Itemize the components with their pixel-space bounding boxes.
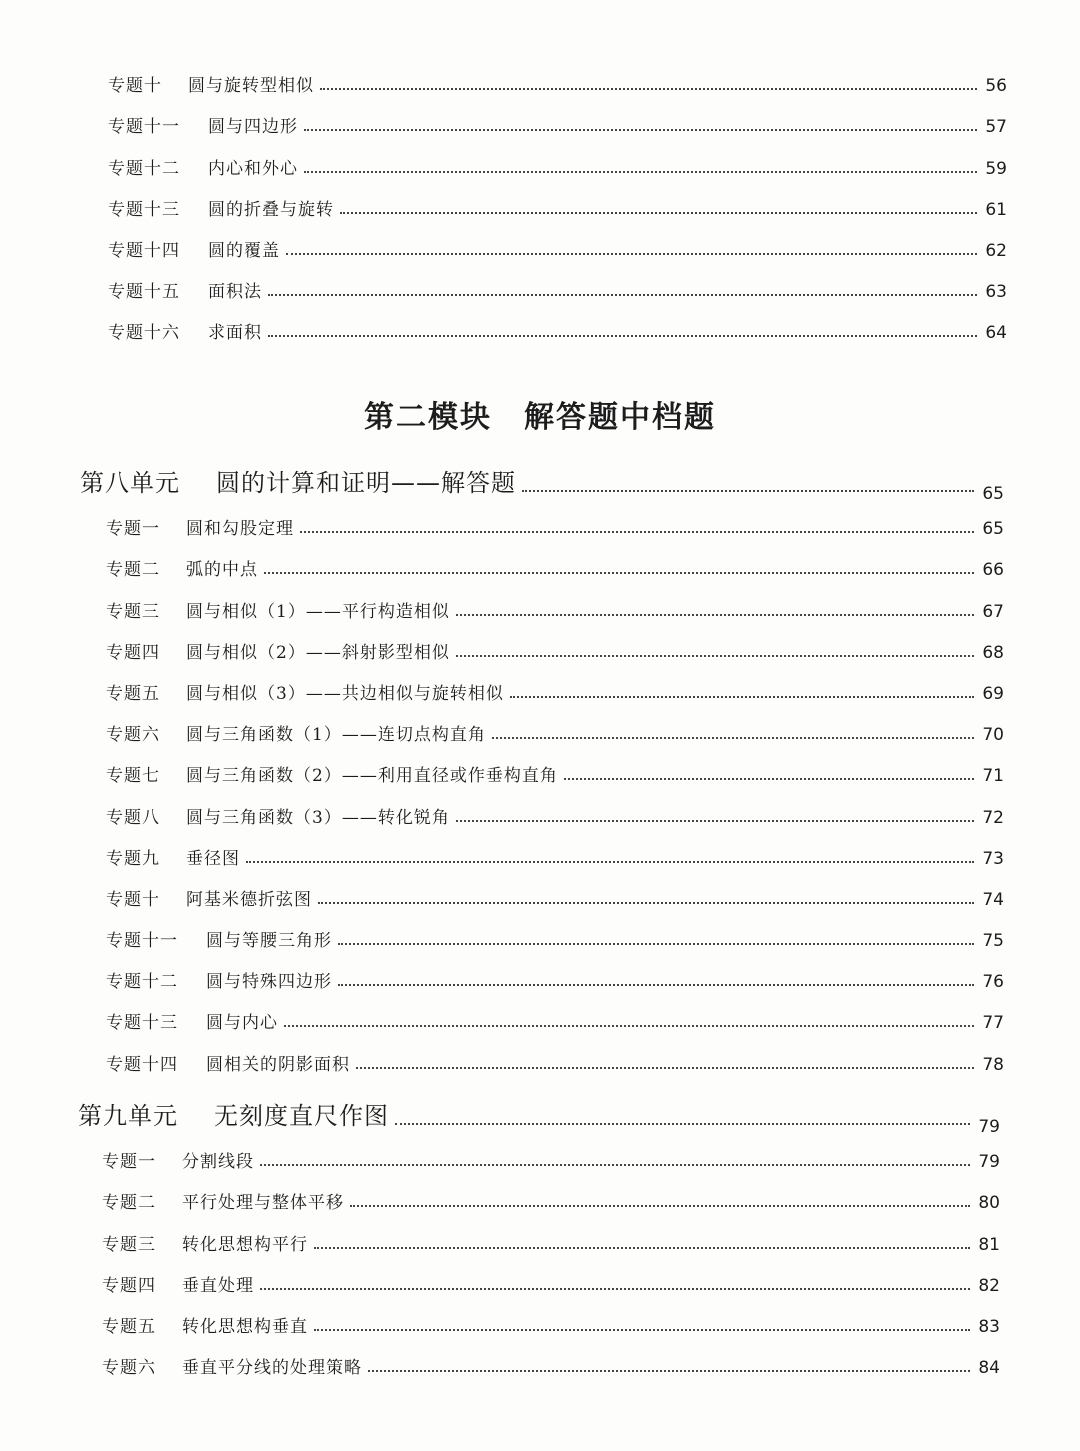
- page-number: 82: [978, 1275, 1000, 1296]
- dot-leader: [260, 1164, 970, 1166]
- toc-entry[interactable]: [0, 498, 1080, 539]
- topic-label: 专题一: [102, 1152, 156, 1173]
- page-number: 81: [978, 1234, 1000, 1255]
- toc-entry[interactable]: [0, 179, 1080, 220]
- toc-entry[interactable]: [0, 992, 1080, 1033]
- topic-label: 专题十五: [108, 282, 180, 303]
- dot-leader: [368, 1370, 970, 1372]
- unit-label: 第九单元: [78, 1102, 178, 1130]
- topic-label: 专题六: [102, 1358, 156, 1379]
- topic-title: 圆与三角函数（2）——利用直径或作垂构直角: [186, 766, 558, 787]
- topic-title: 圆与相似（3）——共边相似与旋转相似: [186, 683, 504, 704]
- topic-label: 专题十六: [108, 323, 180, 344]
- topic-label: 专题四: [106, 642, 160, 663]
- topic-title: 阿基米德折弦图: [186, 889, 312, 910]
- topic-label: 专题三: [106, 601, 160, 622]
- toc-entry[interactable]: [0, 1296, 1080, 1337]
- page-number: 67: [982, 601, 1004, 622]
- page-number: 62: [985, 240, 1007, 261]
- page-number: 73: [982, 848, 1004, 869]
- topic-label: 专题十二: [108, 158, 180, 179]
- topic-title: 垂直处理: [182, 1275, 254, 1296]
- page-number: 65: [982, 484, 1004, 504]
- topic-label: 专题十: [108, 76, 162, 97]
- page-number: 79: [978, 1117, 1000, 1137]
- dot-leader: [300, 531, 974, 533]
- dot-leader: [320, 88, 977, 90]
- topic-title: 圆与内心: [206, 1013, 278, 1034]
- toc-entry[interactable]: [0, 1337, 1080, 1378]
- topic-label: 专题三: [102, 1234, 156, 1255]
- topic-label: 专题八: [106, 807, 160, 828]
- dot-leader: [304, 129, 977, 131]
- dot-leader: [286, 253, 977, 255]
- topic-label: 专题十二: [106, 972, 178, 993]
- dot-leader: [395, 1123, 970, 1125]
- dot-leader: [246, 861, 974, 863]
- toc-entry[interactable]: [0, 539, 1080, 580]
- toc-entry[interactable]: [0, 1033, 1080, 1074]
- topic-label: 专题二: [106, 560, 160, 581]
- page-number: 80: [978, 1193, 1000, 1214]
- topic-title: 圆的折叠与旋转: [208, 199, 334, 220]
- toc-entry[interactable]: [0, 828, 1080, 869]
- dot-leader: [456, 614, 974, 616]
- dot-leader: [456, 820, 974, 822]
- topic-title: 圆的覆盖: [208, 240, 280, 261]
- topic-label: 专题十四: [106, 1054, 178, 1075]
- topic-label: 专题十一: [106, 931, 178, 952]
- topic-title: 圆与三角函数（1）——连切点构直角: [186, 725, 486, 746]
- toc-entry[interactable]: [0, 745, 1080, 786]
- dot-leader: [356, 1067, 974, 1069]
- topic-label: 专题十三: [106, 1013, 178, 1034]
- unit-entry[interactable]: [0, 450, 1080, 504]
- topic-title: 求面积: [208, 323, 262, 344]
- toc-entry[interactable]: [0, 951, 1080, 992]
- page-number: 64: [985, 323, 1007, 344]
- toc-section-unit-9: [0, 1083, 1080, 1378]
- page-number: 83: [978, 1316, 1000, 1337]
- unit-title: 无刻度直尺作图: [214, 1102, 389, 1130]
- topic-title: 圆与相似（2）——斜射影型相似: [186, 642, 450, 663]
- toc-entry[interactable]: [0, 55, 1080, 96]
- dot-leader: [318, 902, 974, 904]
- page-number: 72: [982, 807, 1004, 828]
- dot-leader: [338, 984, 974, 986]
- topic-label: 专题十: [106, 889, 160, 910]
- page-number: 56: [985, 76, 1007, 97]
- dot-leader: [510, 696, 974, 698]
- dot-leader: [314, 1247, 970, 1249]
- page-number: 79: [978, 1152, 1000, 1173]
- topic-title: 圆与等腰三角形: [206, 931, 332, 952]
- topic-label: 专题五: [106, 683, 160, 704]
- dot-leader: [264, 572, 974, 574]
- topic-title: 弧的中点: [186, 560, 258, 581]
- page-number: 70: [982, 725, 1004, 746]
- toc-entry[interactable]: [0, 663, 1080, 704]
- topic-title: 分割线段: [182, 1152, 254, 1173]
- dot-leader: [350, 1205, 970, 1207]
- toc-entry[interactable]: [0, 261, 1080, 302]
- dot-leader: [284, 1025, 974, 1027]
- topic-title: 内心和外心: [208, 158, 298, 179]
- page-number: 78: [982, 1054, 1004, 1075]
- toc-entry[interactable]: [0, 1172, 1080, 1213]
- dot-leader: [338, 943, 974, 945]
- toc-entry[interactable]: [0, 1131, 1080, 1172]
- page-number: 77: [982, 1013, 1004, 1034]
- toc-entry[interactable]: [0, 704, 1080, 745]
- toc-entry[interactable]: [0, 96, 1080, 137]
- dot-leader: [456, 655, 974, 657]
- unit-entry[interactable]: [0, 1083, 1080, 1137]
- toc-entry[interactable]: [0, 1213, 1080, 1254]
- topic-label: 专题七: [106, 766, 160, 787]
- toc-entry[interactable]: [0, 1255, 1080, 1296]
- topic-title: 圆与三角函数（3）——转化锐角: [186, 807, 450, 828]
- topic-title: 垂直平分线的处理策略: [182, 1358, 362, 1379]
- unit-title: 圆的计算和证明——解答题: [216, 469, 516, 497]
- topic-title: 转化思想构垂直: [182, 1316, 308, 1337]
- topic-title: 垂径图: [186, 848, 240, 869]
- toc-entry[interactable]: [0, 869, 1080, 910]
- topic-label: 专题十三: [108, 199, 180, 220]
- page-number: 74: [982, 889, 1004, 910]
- page-number: 68: [982, 642, 1004, 663]
- page-number: 63: [985, 282, 1007, 303]
- toc-entry[interactable]: [0, 622, 1080, 663]
- page-number: 76: [982, 972, 1004, 993]
- page-number: 75: [982, 931, 1004, 952]
- dot-leader: [268, 294, 977, 296]
- page-number: 61: [985, 199, 1007, 220]
- topic-label: 专题十一: [108, 117, 180, 138]
- toc-entry[interactable]: [0, 137, 1080, 178]
- topic-title: 圆与特殊四边形: [206, 972, 332, 993]
- topic-label: 专题六: [106, 725, 160, 746]
- topic-label: 专题十四: [108, 240, 180, 261]
- topic-title: 平行处理与整体平移: [182, 1193, 344, 1214]
- toc-entry[interactable]: [0, 910, 1080, 951]
- topic-label: 专题四: [102, 1275, 156, 1296]
- page-number: 57: [985, 117, 1007, 138]
- topic-title: 圆与四边形: [208, 117, 298, 138]
- toc-section-previous-unit: [0, 55, 1080, 343]
- toc-entry[interactable]: [0, 786, 1080, 827]
- topic-title: 圆和勾股定理: [186, 519, 294, 540]
- toc-section-unit-8: [0, 450, 1080, 1075]
- page-number: 65: [982, 519, 1004, 540]
- dot-leader: [268, 335, 977, 337]
- topic-title: 圆相关的阴影面积: [206, 1054, 350, 1075]
- dot-leader: [314, 1329, 970, 1331]
- dot-leader: [260, 1288, 970, 1290]
- unit-label: 第八单元: [80, 469, 180, 497]
- toc-entry[interactable]: [0, 220, 1080, 261]
- page-number: 59: [985, 158, 1007, 179]
- page-number: 69: [982, 683, 1004, 704]
- page-number: 66: [982, 560, 1004, 581]
- dot-leader: [340, 212, 977, 214]
- topic-label: 专题一: [106, 519, 160, 540]
- toc-entry[interactable]: [0, 580, 1080, 621]
- dot-leader: [492, 737, 974, 739]
- page-number: 71: [982, 766, 1004, 787]
- topic-label: 专题九: [106, 848, 160, 869]
- topic-title: 圆与旋转型相似: [188, 76, 314, 97]
- toc-entry[interactable]: [0, 302, 1080, 343]
- topic-title: 面积法: [208, 282, 262, 303]
- topic-label: 专题二: [102, 1193, 156, 1214]
- dot-leader: [304, 171, 977, 173]
- topic-title: 转化思想构平行: [182, 1234, 308, 1255]
- topic-label: 专题五: [102, 1316, 156, 1337]
- module-heading: 第二模块 解答题中档题: [364, 400, 716, 435]
- topic-title: 圆与相似（1）——平行构造相似: [186, 601, 450, 622]
- dot-leader: [522, 490, 974, 492]
- dot-leader: [564, 778, 974, 780]
- page-number: 84: [978, 1358, 1000, 1379]
